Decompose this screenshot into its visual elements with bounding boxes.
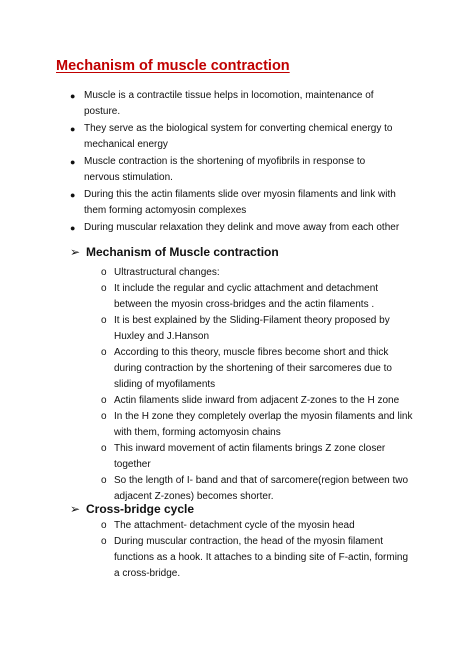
list-item: o It is best explained by the Sliding-Filament theory proposed by Huxley and J.Hanson [101,315,390,342]
circle-bullet-icon: o [101,267,107,278]
bullet-icon: ● [70,190,76,200]
list-item: o In the H zone they completely overlap the myosin filaments and link with them, forming actomyosin chains [101,411,413,438]
circle-bullet-icon: o [101,411,107,422]
circle-bullet-icon: o [101,520,107,531]
list-item: ● During this the actin filaments slide over myosin filaments and link with them forming actomyosin complexes [70,189,396,216]
list-item: o Actin filaments slide inward from adjacent Z-zones to the H zone [0,393,414,409]
intro-bullet-list [0,88,402,237]
arrow-bullet-icon: ➢ [70,502,81,516]
list-item: ● During muscular relaxation they delink and move away from each other [0,220,402,236]
page-title: Mechanism of muscle contraction [56,58,290,74]
list-item: ● Muscle contraction is the shortening of myofibrils in response to nervous stimulation. [70,156,366,183]
arrow-bullet-icon: ➢ [70,245,81,259]
list-item: o It include the regular and cyclic attachment and detachment between the myosin cross-bridges and the actin filaments . [101,283,379,310]
section-heading-mechanism: ➢ Mechanism of Muscle contraction [70,245,279,259]
circle-bullet-icon: o [101,395,107,406]
list-item: ● They serve as the biological system for converting chemical energy to mechanical energy [70,123,393,150]
circle-bullet-icon: o [101,475,107,486]
circle-bullet-icon: o [101,443,107,454]
list-item: o The attachment- detachment cycle of the myosin head [0,518,414,534]
section-heading-cross-bridge: ➢ Cross-bridge cycle [70,502,195,516]
list-item: o Ultrastructural changes: [0,265,414,281]
list-item: ● Muscle is a contractile tissue helps in locomotion, maintenance of posture. [70,90,374,117]
mechanism-list [0,265,414,505]
bullet-icon: ● [70,91,76,101]
list-item: o This inward movement of actin filaments brings Z zone closer together [101,443,386,470]
circle-bullet-icon: o [101,347,107,358]
circle-bullet-icon: o [101,536,107,547]
bullet-icon: ● [70,223,76,233]
list-item: o During muscular contraction, the head of the myosin filament functions as a hook. It attaches to a binding site of F-actin, forming a cross-bridge. [101,536,409,579]
circle-bullet-icon: o [101,283,107,294]
list-item: o According to this theory, muscle fibres become short and thick during contraction by the shortening of their sarcomeres due to sliding of myofilaments [101,347,392,390]
circle-bullet-icon: o [101,315,107,326]
bullet-icon: ● [70,124,76,134]
cross-bridge-list [0,518,414,582]
list-item: o So the length of I- band and that of sarcomere(region between two adjacent Z-zones) becomes shorter. [101,475,409,502]
bullet-icon: ● [70,157,76,167]
